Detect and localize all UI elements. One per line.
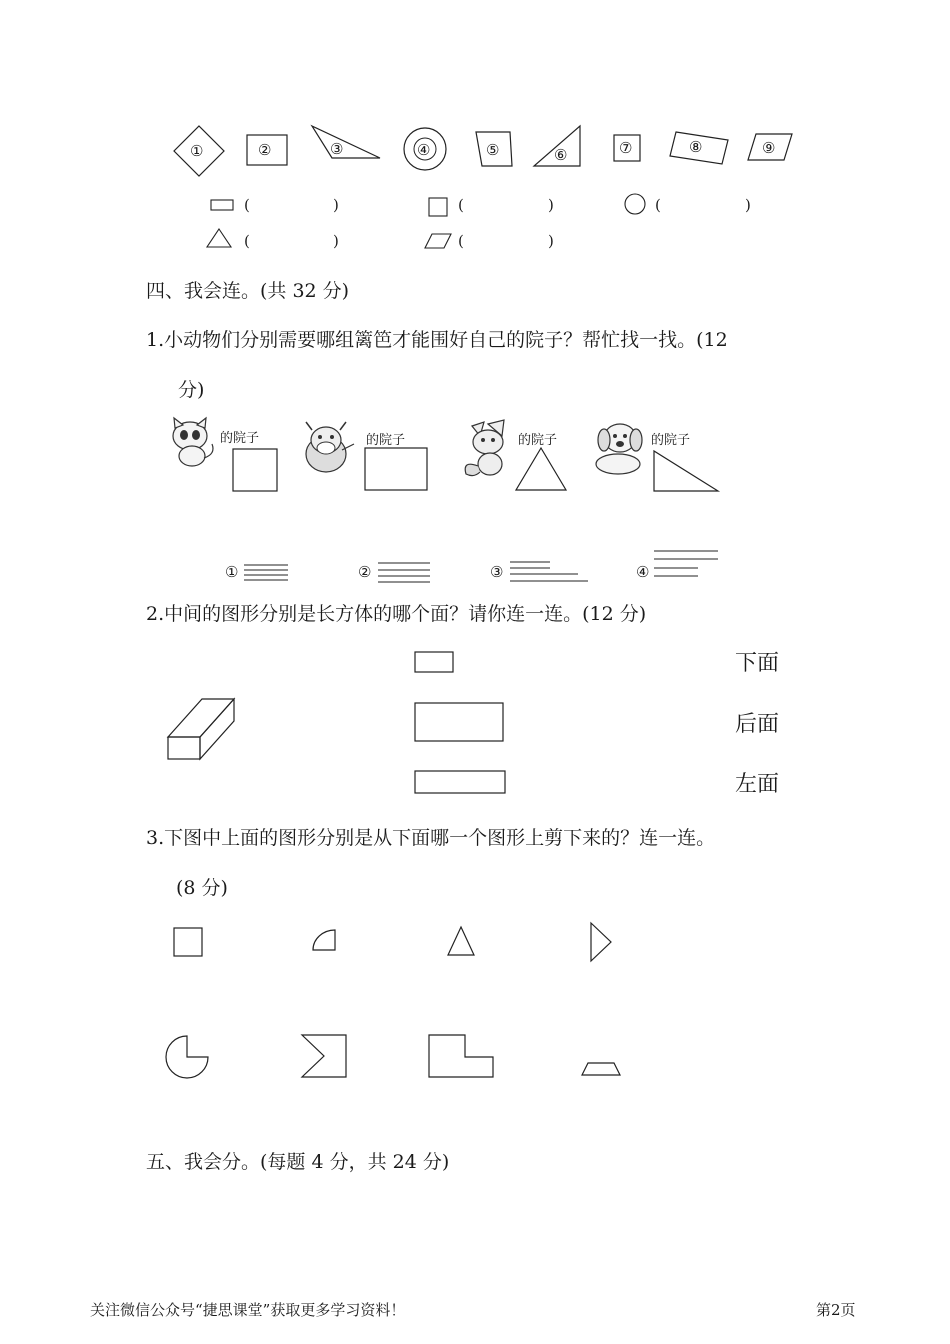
shape-3-triangle — [310, 124, 382, 160]
yard-label-fox: 的院子 — [518, 433, 558, 448]
yard-label-cat: 的院子 — [220, 431, 260, 446]
face-label-bottom: 下面 — [735, 651, 780, 676]
fence-group-3 — [508, 560, 590, 584]
fence-number-3: ③ — [490, 563, 504, 581]
shape-number-1: ① — [190, 142, 204, 160]
face-large-rect — [414, 702, 504, 742]
cut-quarter-circle — [311, 928, 337, 952]
q1-text-line2: 分) — [178, 379, 205, 401]
yard-label-dog: 的院子 — [651, 433, 691, 448]
q2-title: 2.中间的图形分别是长方体的哪个面？请你连一连。(12 分) — [146, 603, 647, 625]
source-notched-shape — [300, 1033, 348, 1079]
square-icon — [428, 197, 448, 217]
bracket-open-5: ( — [458, 232, 464, 250]
fence-number-1: ① — [225, 563, 239, 581]
q3-text-line1: 3.下图中上面的图形分别是从下面哪一个图形上剪下来的？连一连。 — [146, 827, 716, 849]
cuboid-figure — [166, 697, 238, 763]
bracket-close-4: ) — [333, 232, 339, 250]
bracket-open-1: ( — [244, 196, 250, 214]
face-label-left: 左面 — [735, 772, 780, 797]
yard-triangle — [514, 446, 568, 492]
footer-note: 关注微信公众号“捷思课堂”获取更多学习资料！ — [90, 1301, 406, 1319]
source-l-shape — [427, 1033, 495, 1079]
cat-icon — [166, 418, 220, 468]
cut-side-triangle — [589, 921, 613, 963]
source-three-quarter-circle — [164, 1034, 210, 1080]
yard-label-cow: 的院子 — [366, 433, 406, 448]
bracket-open-4: ( — [244, 232, 250, 250]
shape-number-9: ⑨ — [762, 139, 776, 157]
fence-group-2 — [376, 561, 432, 585]
bracket-close-1: ) — [333, 196, 339, 214]
dog-icon — [588, 420, 652, 476]
shape-number-3: ③ — [330, 140, 344, 158]
fox-icon — [458, 420, 516, 478]
shape-number-6: ⑥ — [554, 146, 568, 164]
cut-triangle — [446, 925, 476, 957]
shape-number-4: ④ — [417, 141, 431, 159]
face-label-back: 后面 — [735, 712, 780, 737]
section4-title: 四、我会连。(共 32 分) — [146, 280, 350, 302]
q1-text-line1: 1.小动物们分别需要哪组篱笆才能围好自己的院子？帮忙找一找。(12 — [146, 329, 728, 351]
yard-rectangle — [364, 447, 428, 491]
bracket-close-5: ) — [548, 232, 554, 250]
fence-group-1 — [242, 563, 290, 585]
cow-icon — [296, 420, 358, 478]
shape-number-2: ② — [258, 141, 272, 159]
page-number: 第2页 — [816, 1301, 856, 1319]
bracket-open-3: ( — [655, 196, 661, 214]
bracket-close-2: ) — [548, 196, 554, 214]
section5-title: 五、我会分。(每题 4 分，共 24 分) — [146, 1151, 450, 1173]
parallelogram-icon — [424, 233, 452, 249]
rectangle-icon — [210, 199, 234, 211]
face-small-rect — [414, 651, 454, 673]
bracket-open-2: ( — [458, 196, 464, 214]
q3-text-line2: (8 分) — [176, 877, 228, 899]
fence-number-2: ② — [358, 563, 372, 581]
cut-square — [173, 927, 203, 957]
bracket-close-3: ) — [745, 196, 751, 214]
face-long-rect — [414, 770, 506, 794]
shape-number-7: ⑦ — [619, 139, 633, 157]
triangle-icon — [206, 228, 232, 248]
shape-number-5: ⑤ — [486, 141, 500, 159]
fence-number-4: ④ — [636, 563, 650, 581]
source-trapezoid — [580, 1061, 622, 1077]
fence-group-4 — [652, 549, 720, 581]
yard-square — [232, 448, 278, 492]
shape-number-8: ⑧ — [689, 138, 703, 156]
circle-icon — [624, 193, 646, 215]
yard-right-triangle — [652, 449, 720, 493]
